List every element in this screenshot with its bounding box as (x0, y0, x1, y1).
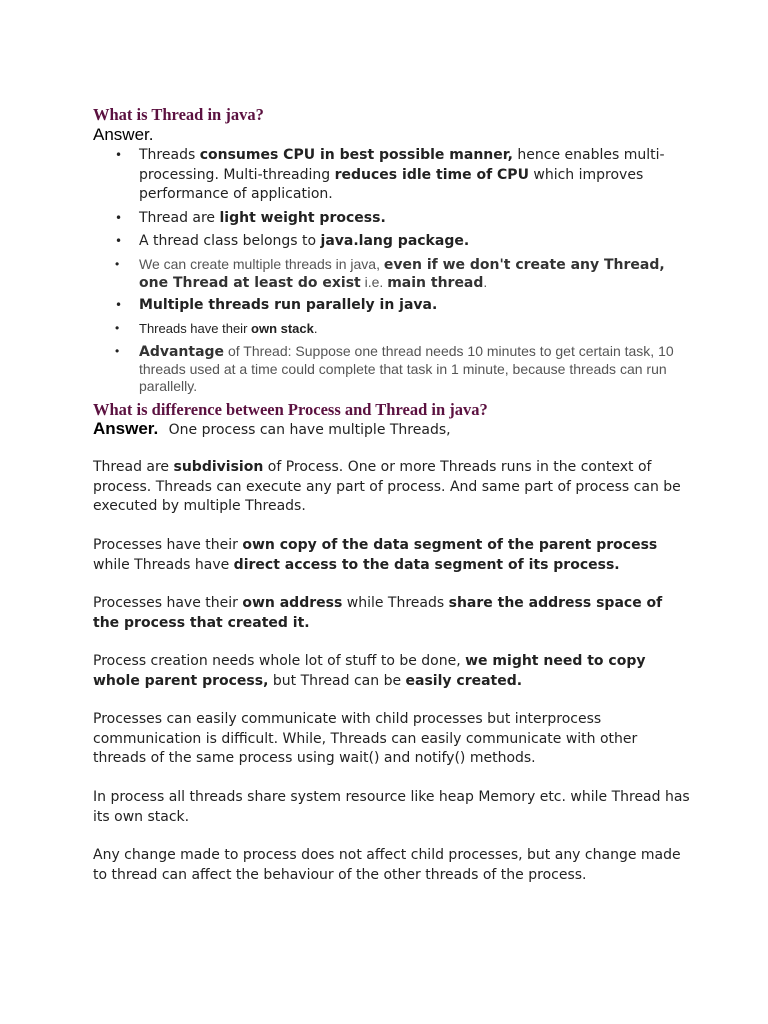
bullet-icon: • (115, 297, 123, 312)
bullet-icon: • (115, 234, 123, 248)
text: In process all threads share system resource like heap Memory etc. while Thread has its own stack. (93, 789, 690, 825)
text: Processes have their (93, 595, 243, 611)
text: . (483, 273, 488, 290)
question-2-answer-label: Answer. (93, 419, 159, 438)
text: Threads (139, 147, 200, 163)
bold-text: even if we don't create any Thread, one Thread at least do exist (139, 256, 665, 291)
text: Any change made to process does not affect child processes, but any change made to thread can affect the behaviour of the other threads of the process. (93, 847, 681, 883)
bold-text: light weight process. (219, 209, 386, 226)
bold-text: subdivision (173, 459, 264, 475)
paragraph (93, 536, 693, 575)
question-1-answer-label: Answer. (93, 125, 154, 144)
text: Thread are (139, 209, 220, 226)
text: hence enables multi-processing. Multi-threading (139, 147, 665, 183)
thread-facts-list (93, 146, 683, 395)
text: We can create multiple threads in java, (139, 255, 384, 272)
text: Thread are (93, 459, 174, 475)
text: . (313, 321, 318, 336)
text: i.e. (360, 273, 388, 290)
bold-text: Advantage (139, 343, 225, 360)
list-item (93, 232, 683, 252)
list-item (93, 319, 683, 339)
bold-text: own stack (251, 321, 314, 336)
list-item (93, 209, 683, 229)
bold-text: we might need to copy whole parent process, (93, 653, 646, 689)
bold-text: java.lang package. (320, 233, 470, 249)
paragraph (93, 594, 693, 633)
paragraph (93, 652, 693, 691)
text: Processes can easily communicate with child processes but interprocess communication is difficult. While, Threads can easily communicate with other threads of the same process using wait() and notify() methods. (93, 711, 638, 766)
question-2-title: What is difference between Process and Thread in java? (93, 400, 488, 419)
bold-text: easily created. (405, 672, 523, 689)
text: of Thread: Suppose one thread needs 10 minutes to get certain task, 10 threads used at a time could complete that task in 1 minute, because threads can run parallelly. (139, 342, 674, 394)
text: Processes have their (93, 537, 243, 553)
bullet-icon: • (115, 321, 120, 335)
bullet-icon: • (115, 256, 120, 271)
bold-text: reduces idle time of CPU (334, 166, 529, 183)
bullet-icon: • (115, 343, 120, 358)
bold-text: own copy of the data segment of the parent process (242, 537, 658, 553)
text: but Thread can be (268, 672, 406, 689)
answer-intro-text: One process can have multiple Threads, (168, 422, 451, 438)
bold-text: direct access to the data segment of its process. (233, 556, 620, 573)
bold-text: main thread (387, 274, 484, 291)
text: A thread class belongs to (139, 233, 321, 249)
bullet-icon: • (115, 148, 123, 162)
list-item (93, 343, 683, 395)
paragraph (93, 846, 693, 885)
question-1-title: What is Thread in java? (93, 105, 264, 124)
list-item (93, 146, 683, 205)
list-item (93, 256, 683, 292)
text: Threads have their (139, 321, 252, 336)
list-item (93, 296, 683, 316)
bold-text: Multiple threads run parallely in java. (139, 296, 438, 313)
question-2-answer (93, 419, 451, 439)
text: Process creation needs whole lot of stuff to be done, (93, 653, 466, 669)
bold-text: consumes CPU in best possible manner, (199, 147, 513, 163)
bold-text: own address (242, 595, 343, 611)
text: while Threads have (93, 556, 234, 573)
paragraph (93, 788, 693, 827)
bullet-icon: • (115, 210, 123, 225)
paragraph (93, 458, 693, 517)
text: while Threads (342, 595, 449, 611)
bold-text: share the address space of the process that created it. (93, 595, 663, 631)
text: which improves performance of application. (139, 166, 644, 202)
text: of Process. One or more Threads runs in the context of process. Threads can execute any part of process. And same part of process can be executed by multiple Threads. (93, 459, 681, 514)
paragraph (93, 710, 693, 769)
